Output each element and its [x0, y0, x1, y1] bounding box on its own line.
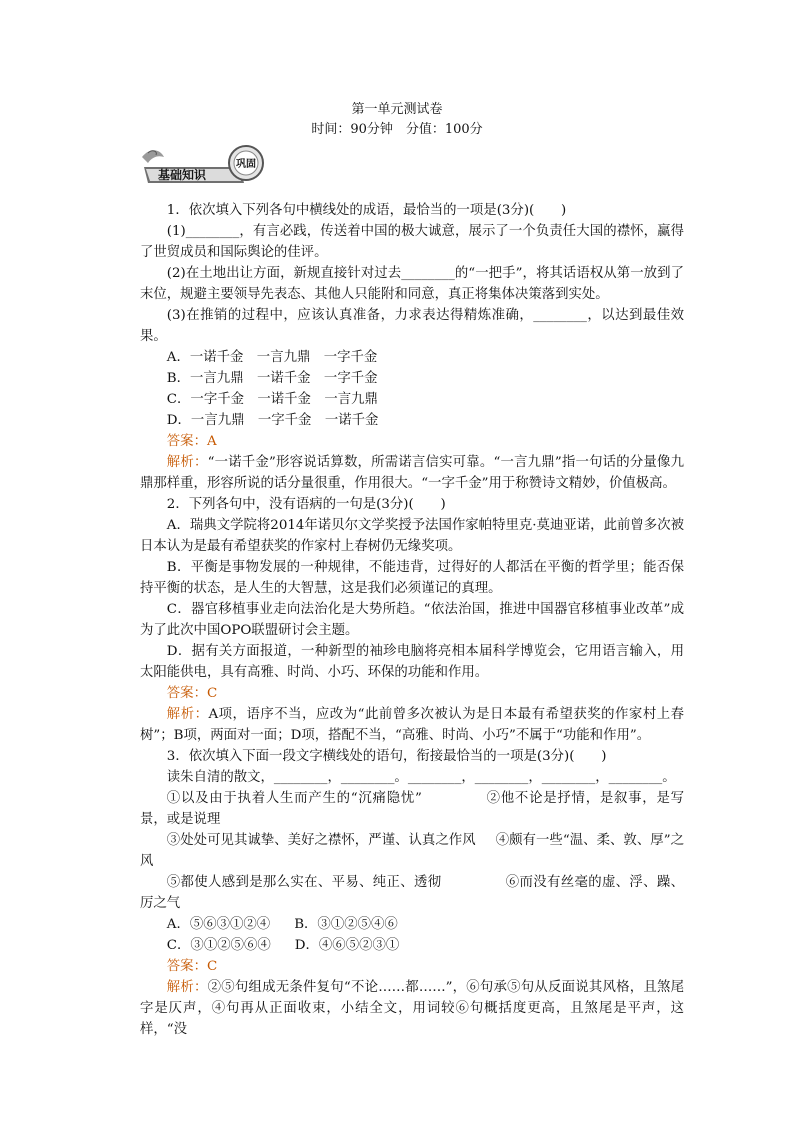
q2-option-c: C．器官移植事业走向法治化是大势所趋。“依法治国，推进中国器官移植事业改革”成为了此次中国OPO联盟研讨会主题。	[140, 602, 684, 638]
question-content	[140, 200, 684, 1040]
q1-sentence-1: (1)________，有言必践，传送着中国的极大诚意，展示了一个负责任大国的襟怀，赢得了世贸成员和国际舆论的佳评。	[140, 224, 684, 260]
q2-stem: 2．下列各句中，没有语病的一句是(3分)( )	[166, 497, 446, 512]
q3-analysis-text: ②⑤句组成无条件复句“不论……都……”，⑥句承⑤句从反面说其风格，且煞尾字是仄声，④句再从正面收束，小结全文，用词较⑥句概括度更高，且煞尾是平声，这样，“没	[140, 980, 684, 1037]
q1-sentence-3: (3)在推销的过程中，应该认真准备，力求表达得精炼准确，________，以达到最佳效果。	[140, 308, 684, 344]
banner-label: 基础知识	[158, 168, 207, 182]
q3-items-1-2	[140, 788, 684, 830]
q3-option-a: A．⑤⑥③①②④	[166, 917, 271, 932]
q1-option-a: A．一诺千金 一言九鼎 一字千金	[166, 350, 378, 365]
q3-stem: 3．依次填入下面一段文字横线处的语句，衔接最恰当的一项是(3分)( )	[166, 749, 607, 764]
q2-answer: 答案：C	[166, 686, 218, 701]
q1-stem: 1．依次填入下列各句中横线处的成语，最恰当的一项是(3分)( )	[166, 203, 567, 218]
q3-option-b: B．③①②⑤④⑥	[294, 917, 398, 932]
section-banner	[140, 143, 268, 189]
q3-options-cd	[140, 935, 684, 956]
q3-items-3-4	[140, 830, 684, 872]
q3-items-5-6	[140, 872, 684, 914]
q3-item-5: ⑤都使人感到是那么实在、平易、纯正、透彻	[166, 875, 442, 890]
q3-item-4: ④颇有一些“温、柔、敦、厚”之风	[140, 833, 684, 869]
time-score-line: 时间：90分钟 分值：100分	[311, 122, 483, 137]
q1-analysis-label: 解析：	[166, 455, 208, 470]
q2-analysis-label: 解析：	[166, 707, 209, 722]
banner-badge: 巩固	[236, 159, 256, 170]
q1-analysis	[140, 452, 684, 494]
q1-sentence-2: (2)在土地出让方面，新规直接针对过去________的“一把手”，将其话语权从第一放到了末位，规避主要领导先表态、其他人只能附和同意，真正将集体决策落到实处。	[140, 266, 684, 302]
q3-item-3: ③处处可见其诚挚、美好之襟怀，严谨、认真之作风	[166, 833, 476, 848]
q1-analysis-text: “一诺千金”形容说话算数，所需诺言信实可靠。“一言九鼎”指一句话的分量像九鼎那样重，形容所说的话分量很重，作用很大。“一字千金”用于称赞诗文精妙，价值极高。	[140, 455, 685, 491]
q2-option-a: A．瑞典文学院将2014年诺贝尔文学奖授予法国作家帕特里克·莫迪亚诺，此前曾多次被日本认为是最有希望获奖的作家村上春树仍无缘奖项。	[140, 518, 684, 554]
q1-answer: 答案：A	[166, 434, 217, 449]
q3-analysis-label: 解析：	[166, 980, 208, 995]
q3-analysis	[140, 977, 684, 1040]
q2-analysis-text: A项，语序不当，应改为“此前曾多次被认为是日本最有希望获奖的作家村上春树”；B项，两面对一面；D项，搭配不当，“高雅、时尚、小巧”不属于“功能和作用”。	[140, 707, 685, 743]
q1-option-b: B．一言九鼎 一诺千金 一字千金	[166, 371, 378, 386]
q3-options-ab	[140, 914, 684, 935]
q3-answer: 答案：C	[166, 959, 218, 974]
q2-analysis	[140, 704, 684, 746]
q3-option-c: C．③①②⑤⑥④	[166, 938, 271, 953]
q1-option-d: D．一言九鼎 一字千金 一诺千金	[166, 413, 379, 428]
q3-item-6: ⑥而没有丝毫的虚、浮、躁、厉之气	[140, 875, 685, 911]
page-title: 第一单元测试卷	[351, 102, 443, 117]
q2-option-d: D．据有关方面报道，一种新型的袖珍电脑将亮相本届科学博览会，它用语言输入，用太阳能供电，具有高雅、时尚、小巧、环保的功能和作用。	[140, 644, 684, 680]
q3-item-1: ①以及由于执着人生而产生的“沉痛隐忧”	[166, 791, 422, 806]
q3-blank-line: 读朱自清的散文，________，________。________，________，________，________。	[166, 770, 676, 785]
q1-option-c: C．一字千金 一诺千金 一言九鼎	[166, 392, 378, 407]
q2-option-b: B．平衡是事物发展的一种规律，不能违背，过得好的人都活在平衡的哲学里；能否保持平衡的状态，是人生的大智慧，这是我们必须谨记的真理。	[140, 560, 684, 596]
q3-option-d: D．④⑥⑤②③①	[294, 938, 400, 953]
q3-item-2: ②他不论是抒情，是叙事，是写景，或是说理	[140, 791, 684, 827]
